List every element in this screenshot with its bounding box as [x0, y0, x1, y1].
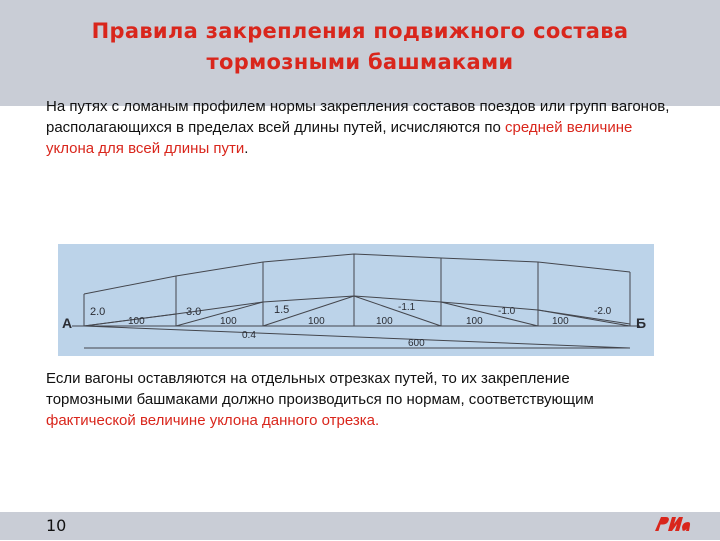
paragraph-average-slope: [46, 96, 676, 159]
average-slope-line: [84, 326, 630, 348]
footer-bar: [0, 512, 720, 540]
slope-label-6: -2.0: [594, 306, 612, 317]
profile-top-line: [84, 254, 630, 294]
slope-label-4: -1.1: [398, 302, 416, 313]
track-line: [84, 296, 630, 326]
slide-title-line-1: Правила закрепления подвижного состава: [91, 19, 629, 43]
slide-title: [60, 16, 660, 78]
track-profile-diagram: [58, 244, 654, 356]
paragraph-1-highlight: средней величине уклона для всей длины пути: [46, 119, 633, 157]
point-a-label: А: [62, 315, 73, 331]
length-label-5: 100: [466, 316, 483, 327]
slope-label-3: 1.5: [274, 304, 290, 316]
average-slope-label: 0.4: [242, 330, 256, 341]
paragraph-actual-slope: [46, 368, 646, 431]
page-number: 10: [46, 516, 67, 535]
slope-label-2: 3.0: [186, 306, 202, 318]
slope-label-1: 2.0: [90, 306, 106, 318]
length-label-4: 100: [376, 316, 393, 327]
slope-label-5: -1.0: [498, 306, 516, 317]
paragraph-2-text: Если вагоны оставляются на отдельных отрезках путей, то их закрепление тормозными башмаками должно производиться по нормам, соответствующим: [46, 370, 594, 408]
paragraph-1-end: .: [244, 140, 249, 157]
slide-title-line-2: тормозными башмаками: [206, 50, 514, 74]
rzd-logo-icon: [652, 510, 692, 536]
length-label-3: 100: [308, 316, 325, 327]
length-label-6: 100: [552, 316, 569, 327]
point-b-label: Б: [636, 315, 647, 331]
length-label-2: 100: [220, 316, 237, 327]
total-length-label: 600: [408, 338, 425, 349]
length-label-1: 100: [128, 316, 145, 327]
paragraph-1-text: На путях с ломаным профилем нормы закрепления составов поездов или групп вагонов, располагающихся в пределах всей длины путей, исчисляются по: [46, 98, 670, 136]
paragraph-2-highlight: фактической величине уклона данного отрезка.: [46, 412, 380, 429]
track-profile-svg: [58, 244, 654, 356]
